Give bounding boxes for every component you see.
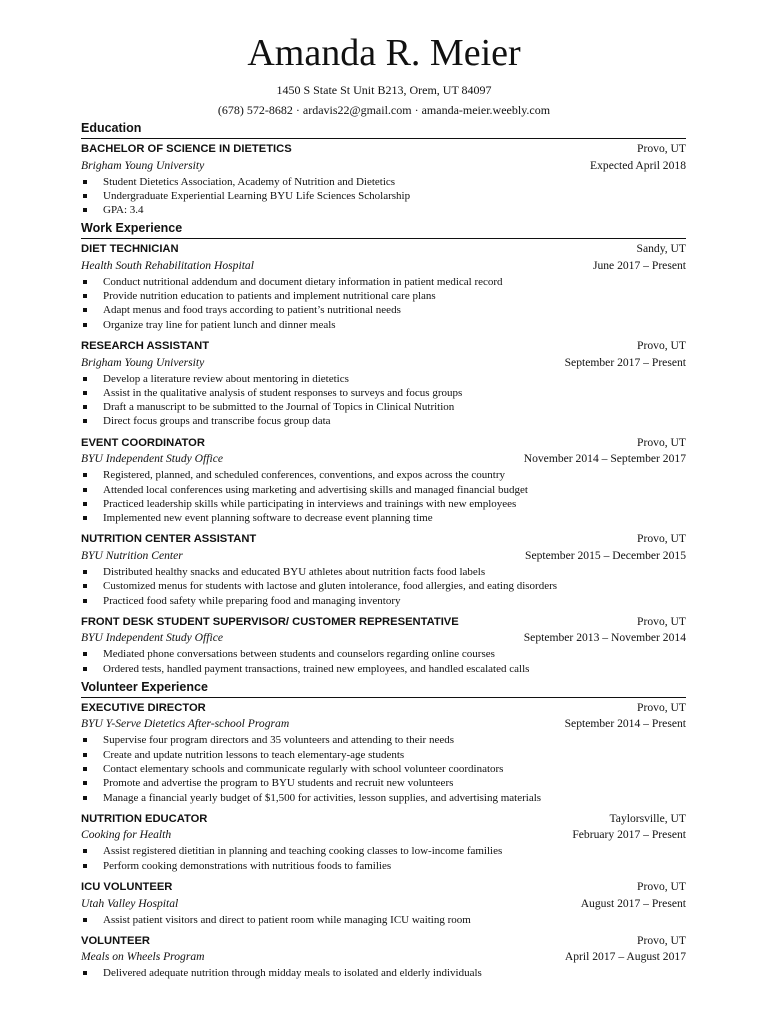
address-line: 1450 S State St Unit B213, Orem, UT 84097 [276, 83, 492, 97]
bullet-text: Promote and advertise the program to BYU students and recruit new volunteers [103, 777, 454, 790]
entry-heading-row [81, 141, 686, 158]
bullet-text: Create and update nutrition lessons to teach elementary-age students [103, 748, 405, 761]
bullet-text: Manage a financial yearly budget of $1,500 for activities, lesson supplies, and advertising materials [103, 791, 542, 804]
bullet-text: Draft a manuscript to be submitted to the Journal of Topics in Clinical Nutrition [103, 401, 455, 414]
entry-dates: Expected April 2018 [590, 158, 686, 172]
entry-location: Provo, UT [637, 532, 686, 546]
experience-entry [81, 879, 686, 927]
organization-name: BYU Y-Serve Dietetics After-school Program [81, 717, 290, 731]
organization-name: BYU Independent Study Office [81, 631, 223, 645]
entry-location: Provo, UT [637, 614, 686, 628]
bullet-item [81, 318, 686, 332]
entry-dates: August 2017 – Present [580, 896, 686, 910]
square-bullet-icon [83, 652, 87, 656]
entry-location: Provo, UT [637, 435, 686, 449]
experience-entry [81, 531, 686, 607]
organization-name: Brigham Young University [81, 355, 205, 369]
bullet-item [81, 776, 686, 790]
square-bullet-icon [83, 308, 87, 312]
position-title: DIET TECHNICIAN [81, 243, 179, 256]
square-bullet-icon [83, 208, 87, 212]
bullet-item [81, 762, 686, 776]
square-bullet-icon [83, 738, 87, 742]
organization-name: Brigham Young University [81, 158, 205, 172]
square-bullet-icon [83, 473, 87, 477]
entry-org-row [81, 451, 686, 466]
entry-dates: September 2015 – December 2015 [525, 548, 686, 562]
square-bullet-icon [83, 391, 87, 395]
experience-entry [81, 338, 686, 429]
square-bullet-icon [83, 864, 87, 868]
bullet-text: Student Dietetics Association, Academy of Nutrition and Dietetics [103, 175, 396, 188]
resume-section [81, 119, 686, 217]
organization-name: Cooking for Health [81, 828, 172, 842]
bullet-item [81, 966, 686, 980]
entry-dates: September 2017 – Present [564, 355, 686, 369]
bullet-text: Develop a literature review about mentoring in dietetics [103, 372, 349, 385]
position-title: FRONT DESK STUDENT SUPERVISOR/ CUSTOMER REPRESENTATIVE [81, 615, 459, 628]
section-title: Work Experience [81, 221, 183, 236]
square-bullet-icon [83, 502, 87, 506]
entry-location: Provo, UT [637, 880, 686, 894]
bullet-text: Registered, planned, and scheduled conferences, conventions, and expos across the country [103, 469, 505, 482]
bullet-list [81, 966, 686, 980]
position-title: EVENT COORDINATOR [81, 436, 205, 449]
bullet-text: Undergraduate Experiential Learning BYU Life Sciences Scholarship [103, 189, 411, 202]
bullet-item [81, 511, 686, 525]
bullet-text: Conduct nutritional addendum and document dietary information in patient medical record [103, 275, 503, 288]
bullet-text: Direct focus groups and transcribe focus group data [103, 415, 331, 428]
resume-header [0, 30, 768, 118]
organization-name: Health South Rehabilitation Hospital [81, 258, 254, 272]
entry-location: Taylorsville, UT [609, 811, 686, 825]
entry-heading-row [81, 879, 686, 896]
bullet-item [81, 733, 686, 747]
bullet-item [81, 859, 686, 873]
square-bullet-icon [83, 280, 87, 284]
entry-heading-row [81, 700, 686, 717]
square-bullet-icon [83, 194, 87, 198]
experience-entry [81, 435, 686, 526]
bullet-item [81, 414, 686, 428]
position-title: EXECUTIVE DIRECTOR [81, 701, 206, 714]
position-title: NUTRITION EDUCATOR [81, 812, 208, 825]
entry-heading-row [81, 338, 686, 355]
square-bullet-icon [83, 667, 87, 671]
section-divider [81, 238, 686, 239]
square-bullet-icon [83, 180, 87, 184]
section-divider [81, 697, 686, 698]
bullet-text: Practiced leadership skills while participating in interviews and trainings with new employees [103, 497, 517, 510]
bullet-list [81, 372, 686, 429]
entry-heading-row [81, 614, 686, 631]
entry-location: Sandy, UT [636, 242, 686, 256]
square-bullet-icon [83, 781, 87, 785]
square-bullet-icon [83, 971, 87, 975]
bullet-text: Distributed healthy snacks and educated BYU athletes about nutrition facts food labels [103, 565, 486, 578]
organization-name: BYU Nutrition Center [81, 548, 183, 562]
bullet-text: Organize tray line for patient lunch and dinner meals [103, 318, 336, 331]
entry-org-row [81, 716, 686, 731]
resume-section [81, 219, 686, 676]
experience-entry [81, 933, 686, 981]
entry-org-row [81, 258, 686, 273]
entry-location: Provo, UT [637, 700, 686, 714]
position-title: RESEARCH ASSISTANT [81, 340, 210, 353]
square-bullet-icon [83, 323, 87, 327]
bullet-list [81, 468, 686, 525]
square-bullet-icon [83, 599, 87, 603]
bullet-item [81, 189, 686, 203]
experience-entry [81, 141, 686, 217]
bullet-text: GPA: 3.4 [103, 204, 144, 217]
bullet-item [81, 791, 686, 805]
bullet-item [81, 289, 686, 303]
bullet-item [81, 386, 686, 400]
entry-heading-row [81, 241, 686, 258]
organization-name: Meals on Wheels Program [81, 950, 205, 964]
resume-body [81, 117, 686, 981]
bullet-list [81, 844, 686, 873]
square-bullet-icon [83, 767, 87, 771]
resume-section [81, 678, 686, 981]
position-title: NUTRITION CENTER ASSISTANT [81, 533, 257, 546]
bullet-text: Implemented new event planning software to decrease event planning time [103, 512, 433, 525]
bullet-item [81, 844, 686, 858]
bullet-list [81, 275, 686, 332]
candidate-name: Amanda R. Meier [247, 32, 521, 74]
entry-dates: April 2017 – August 2017 [564, 950, 686, 964]
entry-org-row [81, 949, 686, 964]
entry-org-row [81, 355, 686, 370]
bullet-text: Contact elementary schools and communicate regularly with school volunteer coordinators [103, 763, 504, 776]
bullet-text: Assist registered dietitian in planning and teaching cooking classes to low-income families [103, 845, 503, 858]
bullet-item [81, 483, 686, 497]
bullet-item [81, 748, 686, 762]
bullet-list [81, 913, 686, 927]
bullet-text: Supervise four program directors and 35 volunteers and attending to their needs [103, 734, 454, 747]
section-divider [81, 138, 686, 139]
bullet-list [81, 733, 686, 804]
bullet-item [81, 913, 686, 927]
bullet-text: Ordered tests, handled payment transactions, trained new employees, and handled escalated calls [103, 662, 530, 675]
bullet-text: Practiced food safety while preparing food and managing inventory [103, 594, 401, 607]
bullet-list [81, 565, 686, 608]
position-title: VOLUNTEER [81, 934, 150, 947]
organization-name: BYU Independent Study Office [81, 452, 223, 466]
entry-dates: September 2014 – Present [564, 717, 686, 731]
bullet-text: Delivered adequate nutrition through midday meals to isolated and elderly individuals [103, 967, 482, 980]
square-bullet-icon [83, 377, 87, 381]
entry-heading-row [81, 811, 686, 828]
bullet-text: Adapt menus and food trays according to patient’s nutritional needs [103, 304, 401, 317]
bullet-list [81, 175, 686, 218]
entry-heading-row [81, 435, 686, 452]
entry-heading-row [81, 933, 686, 950]
entry-org-row [81, 896, 686, 911]
bullet-list [81, 647, 686, 676]
bullet-item [81, 175, 686, 189]
square-bullet-icon [83, 570, 87, 574]
section-title: Education [81, 121, 142, 135]
bullet-item [81, 468, 686, 482]
contact-line: (678) 572-8682 · ardavis22@gmail.com · amanda-meier.weebly.com [217, 103, 551, 117]
entry-dates: November 2014 – September 2017 [523, 452, 686, 466]
experience-entry [81, 614, 686, 676]
bullet-item [81, 372, 686, 386]
experience-entry [81, 241, 686, 332]
square-bullet-icon [83, 488, 87, 492]
entry-org-row [81, 630, 686, 645]
bullet-item [81, 579, 686, 593]
experience-entry [81, 700, 686, 805]
bullet-text: Assist patient visitors and direct to patient room while managing ICU waiting room [103, 913, 471, 926]
square-bullet-icon [83, 584, 87, 588]
square-bullet-icon [83, 419, 87, 423]
entry-org-row [81, 548, 686, 563]
bullet-text: Perform cooking demonstrations with nutritious foods to families [103, 859, 392, 872]
entry-org-row [81, 827, 686, 842]
position-title: ICU VOLUNTEER [81, 881, 173, 894]
square-bullet-icon [83, 918, 87, 922]
bullet-item [81, 303, 686, 317]
bullet-text: Mediated phone conversations between students and counselors regarding online courses [103, 648, 495, 661]
bullet-item [81, 565, 686, 579]
square-bullet-icon [83, 753, 87, 757]
bullet-item [81, 662, 686, 676]
entry-org-row [81, 158, 686, 173]
square-bullet-icon [83, 796, 87, 800]
bullet-item [81, 400, 686, 414]
entry-location: Provo, UT [637, 933, 686, 947]
section-title: Volunteer Experience [81, 679, 208, 694]
bullet-text: Assist in the qualitative analysis of student responses to surveys and focus groups [103, 386, 463, 399]
bullet-text: Attended local conferences using marketing and advertising skills and managed financial budget [103, 483, 528, 496]
square-bullet-icon [83, 405, 87, 409]
entry-heading-row [81, 531, 686, 548]
position-title: BACHELOR OF SCIENCE IN DIETETICS [81, 143, 292, 155]
bullet-text: Customized menus for students with lactose and gluten intolerance, food allergies, and eating disorders [103, 580, 558, 593]
organization-name: Utah Valley Hospital [81, 896, 179, 910]
entry-location: Provo, UT [637, 142, 686, 155]
entry-dates: June 2017 – Present [592, 258, 686, 272]
square-bullet-icon [83, 294, 87, 298]
entry-location: Provo, UT [637, 339, 686, 353]
bullet-item [81, 594, 686, 608]
entry-dates: September 2013 – November 2014 [523, 631, 686, 645]
experience-entry [81, 811, 686, 873]
bullet-item [81, 497, 686, 511]
bullet-text: Provide nutrition education to patients and implement nutritional care plans [103, 290, 436, 303]
bullet-item [81, 203, 686, 217]
square-bullet-icon [83, 849, 87, 853]
entry-dates: February 2017 – Present [572, 828, 686, 842]
bullet-item [81, 647, 686, 661]
square-bullet-icon [83, 516, 87, 520]
bullet-item [81, 275, 686, 289]
